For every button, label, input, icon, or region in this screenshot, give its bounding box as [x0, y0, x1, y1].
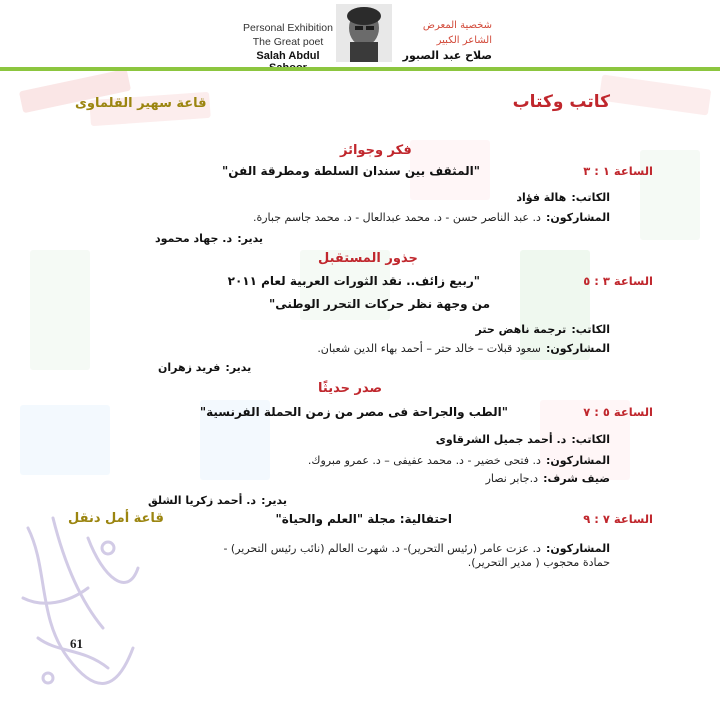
session-topic-3: "الطب والجراحة فى مصر من زمن الحملة الفرنسية": [199, 405, 508, 419]
guest-row-3: [486, 467, 610, 486]
participants-row-4-line2: حمادة محجوب ( مدير التحرير).: [467, 556, 610, 569]
writer-row-2: [476, 318, 610, 337]
moderator-label: يدير:: [261, 494, 288, 507]
writer-row-3: [436, 428, 610, 447]
session-time-1: الساعة ١ : ٣: [583, 164, 653, 178]
participants-names: د. عبد الناصر حسن - د. محمد عبدالعال - د. محمد جاسم جبارة.: [252, 211, 541, 224]
guest-label: ضيف شرف:: [543, 472, 610, 485]
session-topic-4: احتفالية: مجلة "العلم والحياة": [275, 512, 452, 526]
participants-row-1: [253, 206, 610, 225]
writer-label: الكاتب:: [571, 191, 610, 204]
section-title-2: جذور المستقبل: [318, 251, 418, 266]
moderator-name: د. أحمد زكريا الشلق: [148, 494, 257, 507]
guest-name: د.جابر نصار: [485, 472, 539, 485]
participants-names: د. فتحى خضير - د. محمد عفيفى – د. عمرو مبروك.: [307, 454, 541, 467]
session-hall-4: قاعة أمل دنقل: [68, 511, 164, 526]
header-divider: [0, 67, 720, 71]
session-topic-1: "المثقف بين سندان السلطة ومطرقة الفن": [222, 164, 480, 178]
participants-label: المشاركون:: [545, 342, 610, 355]
participants-label: المشاركون:: [545, 454, 610, 467]
participants-names: د. عزت عامر (رئيس التحرير)- د. شهرت العالم (نائب رئيس التحرير) -: [223, 542, 541, 555]
page-number: 61: [70, 636, 83, 651]
header-en-line1: Personal Exhibition: [243, 22, 333, 34]
participants-row-4: [223, 537, 610, 556]
writer-name: ترجمة ناهض حتر: [475, 323, 567, 336]
participants-label: المشاركون:: [545, 542, 610, 555]
section-title-3: صدر حديثًا: [318, 381, 383, 396]
writer-name: هالة فؤاد: [516, 191, 567, 204]
participants-row-2: [317, 337, 610, 356]
main-hall: قاعة سهير القلماوى: [75, 96, 207, 111]
participants-label: المشاركون:: [545, 211, 610, 224]
page-title: كاتب وكتاب: [512, 92, 610, 112]
session-time-3: الساعة ٥ : ٧: [583, 405, 653, 419]
moderator-row-2: [158, 356, 251, 375]
header-ar-line2: الشاعر الكبير: [436, 35, 492, 46]
session-time-2: الساعة ٣ : ٥: [583, 274, 653, 288]
header-en-line2: The Great poet: [252, 36, 324, 48]
header-en-name: Salah Abdul: [256, 50, 320, 62]
section-title-1: فكر وجوائز: [340, 143, 412, 158]
header-ar-name: صلاح عبد الصبور: [402, 49, 492, 62]
moderator-label: يدير:: [225, 361, 252, 374]
moderator-label: يدير:: [237, 232, 264, 245]
moderator-row-3: [148, 489, 287, 508]
header-ar-line1: شخصية المعرض: [422, 20, 492, 31]
calligraphy-logo: [8, 508, 148, 698]
moderator-name: د. جهاد محمود: [155, 232, 233, 245]
portrait-image: [336, 4, 392, 62]
writer-label: الكاتب:: [571, 433, 610, 446]
session-time-4: الساعة ٧ : ٩: [583, 512, 653, 526]
session-topic-2-line2: من وجهة نظر حركات التحرر الوطنى": [268, 297, 490, 311]
session-topic-2-line1: "ربيع زائف.. نقد الثورات العربية لعام ٢٠١١: [227, 274, 480, 288]
moderator-name: فريد زهران: [158, 361, 221, 374]
moderator-row-1: [155, 227, 263, 246]
participants-names: سعود قبلات – خالد حتر – أحمد بهاء الدين شعبان.: [317, 342, 541, 355]
writer-row-1: [516, 186, 610, 205]
writer-label: الكاتب:: [571, 323, 610, 336]
writer-name: د. أحمد جميل الشرقاوى: [435, 433, 567, 446]
participants-row-3: [308, 449, 610, 468]
